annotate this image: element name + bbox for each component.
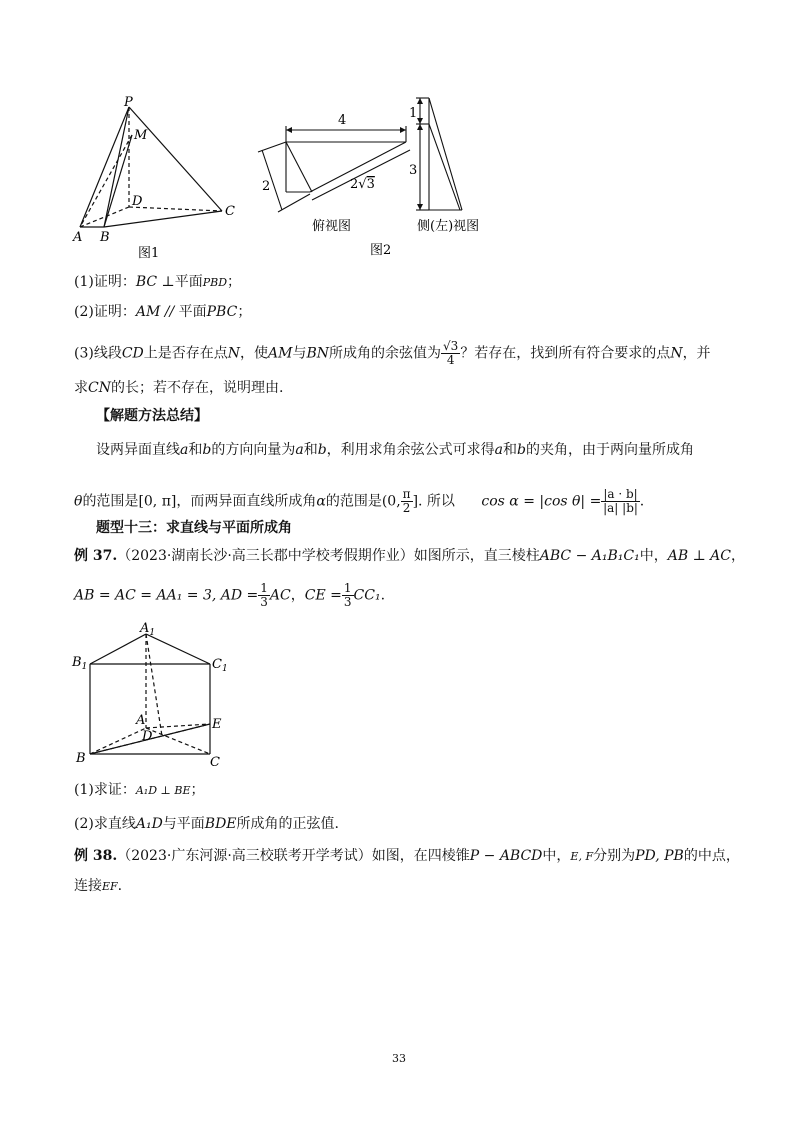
question-3-line-1: (3)线段CD上是否存在点N，使AM与BN所成角的余弦值为 $\frac{√3}{4}$ ？若存在，找到所有符合要求的点N，并 (74, 339, 711, 367)
label-P: P (124, 95, 133, 110)
example-37-line-2: AB = AC = AA₁ = 3, AD = $\frac{1}{3}$ AC，CE = $\frac{1}{3}$ CC₁. (74, 581, 386, 609)
figure-2-caption: 图2 (370, 243, 392, 258)
label-C: C (225, 204, 235, 219)
method-line-1: 设两异面直线a和b的方向向量为a和b，利用求角余弦公式可求得a和b的夹角，由于两向量所成角 (96, 442, 694, 458)
label-E: E (212, 717, 222, 732)
label-B: B (100, 230, 110, 245)
side-view-length-1: 1 (409, 106, 418, 121)
example-38-line-1: 例 38.（2023·广东河源·高三校联考开学考试）如图，在四棱锥P − ABCD中，E, F分别为PD, PB的中点， (74, 848, 740, 864)
method-summary-title: 【解题方法总结】 (96, 408, 208, 424)
label-C1: $C_1$ (212, 657, 228, 674)
fraction-sqrt3-over-4: $\frac{√3}{4}$ (443, 339, 459, 367)
label-A1: $A_1$ (140, 621, 156, 638)
question-37-2: (2)求直线A₁D与平面BDE所成角的正弦值. (74, 816, 339, 832)
label-D: D (132, 194, 143, 209)
top-view-length-2r3: 2√3 (350, 177, 375, 192)
question-37-1: (1)求证：A₁D ⊥ BE； (74, 782, 205, 798)
label-B: B (76, 751, 86, 766)
label-M: M (134, 128, 148, 143)
question-3-line-2: 求CN的长；若不存在，说明理由. (74, 380, 284, 396)
page-number: 33 (392, 1052, 406, 1065)
method-line-2: θ的范围是[0, π]，而两异面直线所成角α的范围是(0, $\frac{\pi}{2}$ ]. 所以 cos α = |cos θ| = $\frac{|a \cdot b|}{|a| |b|}$ . (74, 487, 645, 515)
type-13-heading: 题型十三：求直线与平面所成角 (96, 520, 292, 536)
side-view-caption: 侧(左)视图 (417, 219, 480, 234)
example-38-line-2: 连接EF. (74, 878, 123, 894)
label-C: C (210, 755, 220, 770)
label-B1: $B_1$ (72, 655, 88, 672)
example-37-line-1: 例 37.（2023·湖南长沙·高三长郡中学校考假期作业）如图所示，直三棱柱ABC − A₁B₁C₁中，AB ⊥ AC， (74, 548, 746, 564)
figure-1-caption: 图1 (138, 246, 160, 261)
question-2: (2)证明：AM // 平面PBC； (74, 304, 252, 320)
label-A: A (136, 713, 146, 728)
label-D: D (142, 729, 153, 744)
figure-1-pyramid (70, 95, 240, 265)
top-view-length-2: 2 (262, 179, 271, 194)
side-view-length-3: 3 (409, 163, 418, 178)
figure-2-views (250, 92, 500, 262)
top-view-caption: 俯视图 (312, 219, 352, 234)
figure-3-prism (70, 616, 240, 776)
label-A: A (73, 230, 83, 245)
top-view-length-4: 4 (338, 113, 347, 128)
question-1: (1)证明：BC ⊥平面PBD； (74, 274, 242, 290)
